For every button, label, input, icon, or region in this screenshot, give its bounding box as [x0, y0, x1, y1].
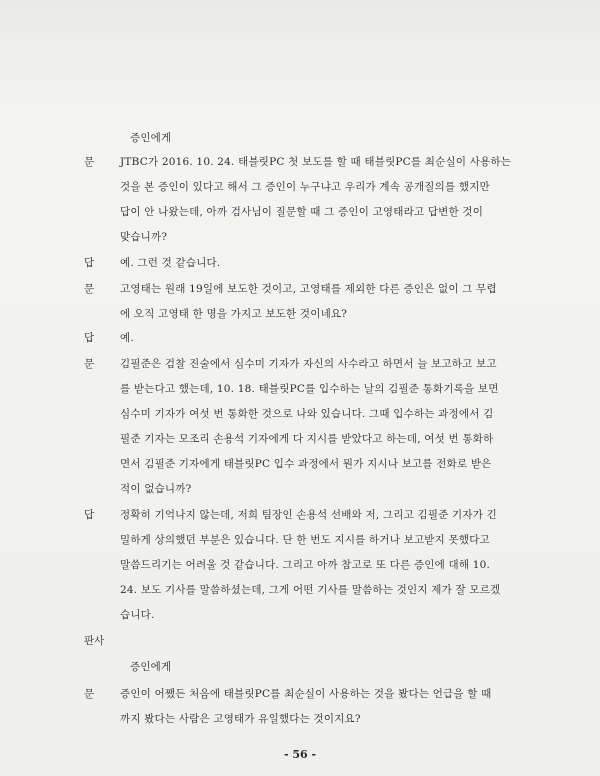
- answer-label: 답: [84, 332, 95, 344]
- text-line: 적이 없습니까?: [120, 483, 192, 495]
- text-line: 밀하게 상의했던 부분은 있습니다. 단 한 번도 지시를 하거나 보고받지 못했다고: [120, 534, 490, 546]
- speaker-label: 판사: [84, 635, 105, 647]
- text-line: 면서 김필준 기자에게 태블릿PC 입수 과정에서 뭔가 지시나 보고를 전화로 받은: [120, 458, 492, 470]
- text-line: 고영태는 원래 19일에 보도한 것이고, 고영태를 제외한 다른 증인은 없이 그 무렵: [120, 283, 497, 295]
- text-line: 증인이 어쨌든 처음에 태블릿PC를 최순실이 사용하는 것을 봤다는 언급을 할 때: [120, 688, 492, 700]
- section-heading: 증인에게: [130, 132, 172, 144]
- text-line: 까지 봤다는 사람은 고영태가 유일했다는 것이지요?: [120, 713, 361, 725]
- text-line: 심수미 기자가 여섯 번 통화한 것으로 나와 있습니다. 그때 입수하는 과정에서 김: [120, 408, 494, 420]
- text-line: 에 오직 고영태 한 명을 가지고 보도한 것이네요?: [120, 308, 348, 320]
- section-heading: 증인에게: [130, 661, 172, 673]
- scan-shadow: [0, 0, 600, 120]
- question-label: 문: [84, 156, 95, 168]
- text-line: 를 받는다고 했는데, 10. 18. 태블릿PC를 입수하는 날의 김필준 통화기록을 보면: [120, 383, 499, 395]
- page-number: - 56 -: [283, 748, 317, 761]
- text-line: 김필준은 검찰 진술에서 심수미 기자가 자신의 사수라고 하면서 늘 보고하고 보고: [120, 358, 497, 370]
- text-line: 정확히 기억나지 않는데, 저희 팀장인 손용석 선배와 저, 그리고 김필준 기자가 긴: [120, 509, 497, 521]
- text-line: 답이 안 나왔는데, 아까 검사님이 질문할 때 그 증인이 고영태라고 답변한 것이: [120, 206, 484, 218]
- text-line: 것을 본 증인이 있다고 해서 그 증인이 누구냐고 우리가 계속 공개질의를 했지만: [120, 181, 490, 193]
- text-line: JTBC가 2016. 10. 24. 태블릿PC 첫 보도를 할 때 태블릿PC를 최순실이 사용하는: [120, 156, 512, 168]
- text-line: 24. 보도 기사를 말씀하셨는데, 그게 어떤 기사를 말씀하는 것인지 제가 잘 모르겠: [120, 584, 501, 596]
- answer-label: 답: [84, 509, 95, 521]
- text-line: 필준 기자는 모조리 손용석 기자에게 다 지시를 받았다고 하는데, 여섯 번 통화하: [120, 433, 494, 445]
- text-line: 예.: [120, 332, 134, 344]
- text-line: 말씀드리기는 어려울 것 같습니다. 그리고 아까 참고로 또 다른 증인에 대해 10.: [120, 559, 491, 571]
- question-label: 문: [84, 358, 95, 370]
- answer-label: 답: [84, 257, 95, 269]
- text-line: 예. 그런 것 같습니다.: [120, 257, 221, 269]
- text-line: 맞습니까?: [120, 231, 168, 243]
- text-line: 습니다.: [120, 609, 155, 621]
- question-label: 문: [84, 283, 95, 295]
- question-label: 문: [84, 688, 95, 700]
